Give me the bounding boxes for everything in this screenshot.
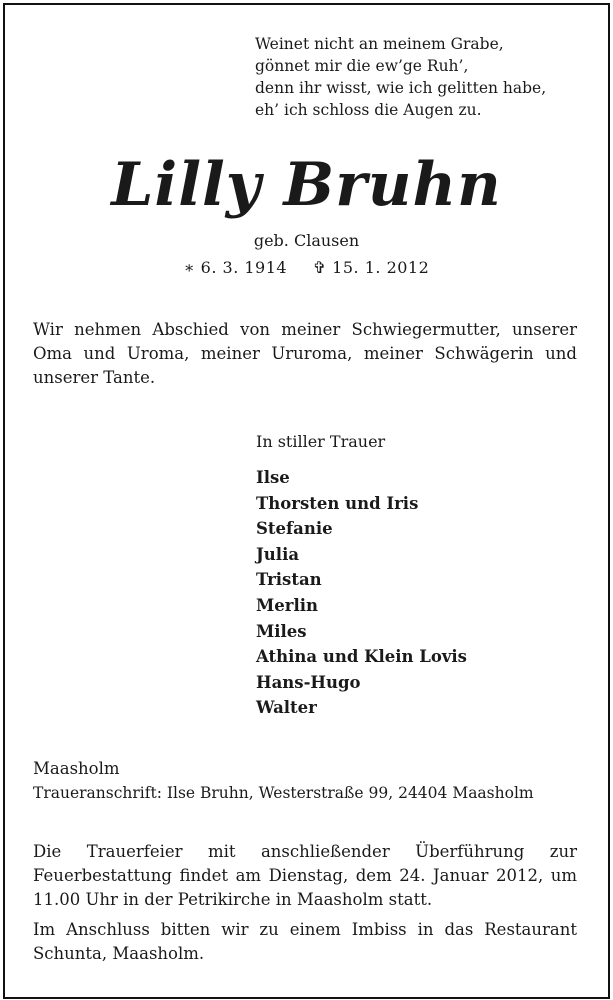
birth-name: geb. Clausen — [253, 231, 360, 250]
poem-line: eh’ ich schloss die Augen zu. — [255, 101, 482, 119]
birth-date: ∗ 6. 3. 1914 — [183, 258, 288, 277]
mourning-heading: In stiller Trauer — [256, 432, 386, 451]
poem-line: denn ihr wisst, wie ich gelitten habe, — [255, 79, 547, 97]
mourner-name: Julia — [256, 544, 300, 564]
service-text: Die Trauerfeier mit anschließender Überführung zur Feuerbestattung findet am Dienstag, dem 24. Januar 2012, um 11.00 Uhr in der Petrikirche in Maasholm statt. — [33, 842, 577, 909]
mourner-name: Stefanie — [256, 519, 333, 539]
mourner-name: Hans-Hugo — [256, 672, 361, 692]
mourner-name: Ilse — [256, 468, 290, 487]
deceased-name: Lilly Bruhn — [111, 150, 502, 220]
mourner-name: Athina und Klein Lovis — [256, 647, 467, 667]
place: Maasholm — [33, 759, 120, 778]
mourner-name: Walter — [256, 698, 317, 718]
poem-line: gönnet mir die ew’ge Ruh’, — [255, 57, 469, 75]
mourners-list — [256, 465, 467, 721]
poem-verse — [255, 33, 575, 121]
reception-text: Im Anschluss bitten wir zu einem Imbiss in das Restaurant Schunta, Maasholm. — [33, 920, 577, 963]
mourning-address: Traueranschrift: Ilse Bruhn, Westerstraße 99, 24404 Maasholm — [33, 784, 534, 802]
poem-line: Weinet nicht an meinem Grabe, — [255, 35, 504, 53]
mourner-name: Merlin — [256, 595, 318, 615]
mourner-name: Miles — [256, 621, 307, 641]
life-dates — [0, 258, 613, 277]
farewell-text: Wir nehmen Abschied von meiner Schwiegermutter, unserer Oma und Uroma, meiner Ururoma, meiner Schwägerin und unserer Tante. — [33, 320, 577, 387]
mourner-name: Thorsten und Iris — [256, 493, 419, 513]
death-date: ✞ 15. 1. 2012 — [312, 258, 430, 277]
mourner-name: Tristan — [256, 570, 322, 590]
